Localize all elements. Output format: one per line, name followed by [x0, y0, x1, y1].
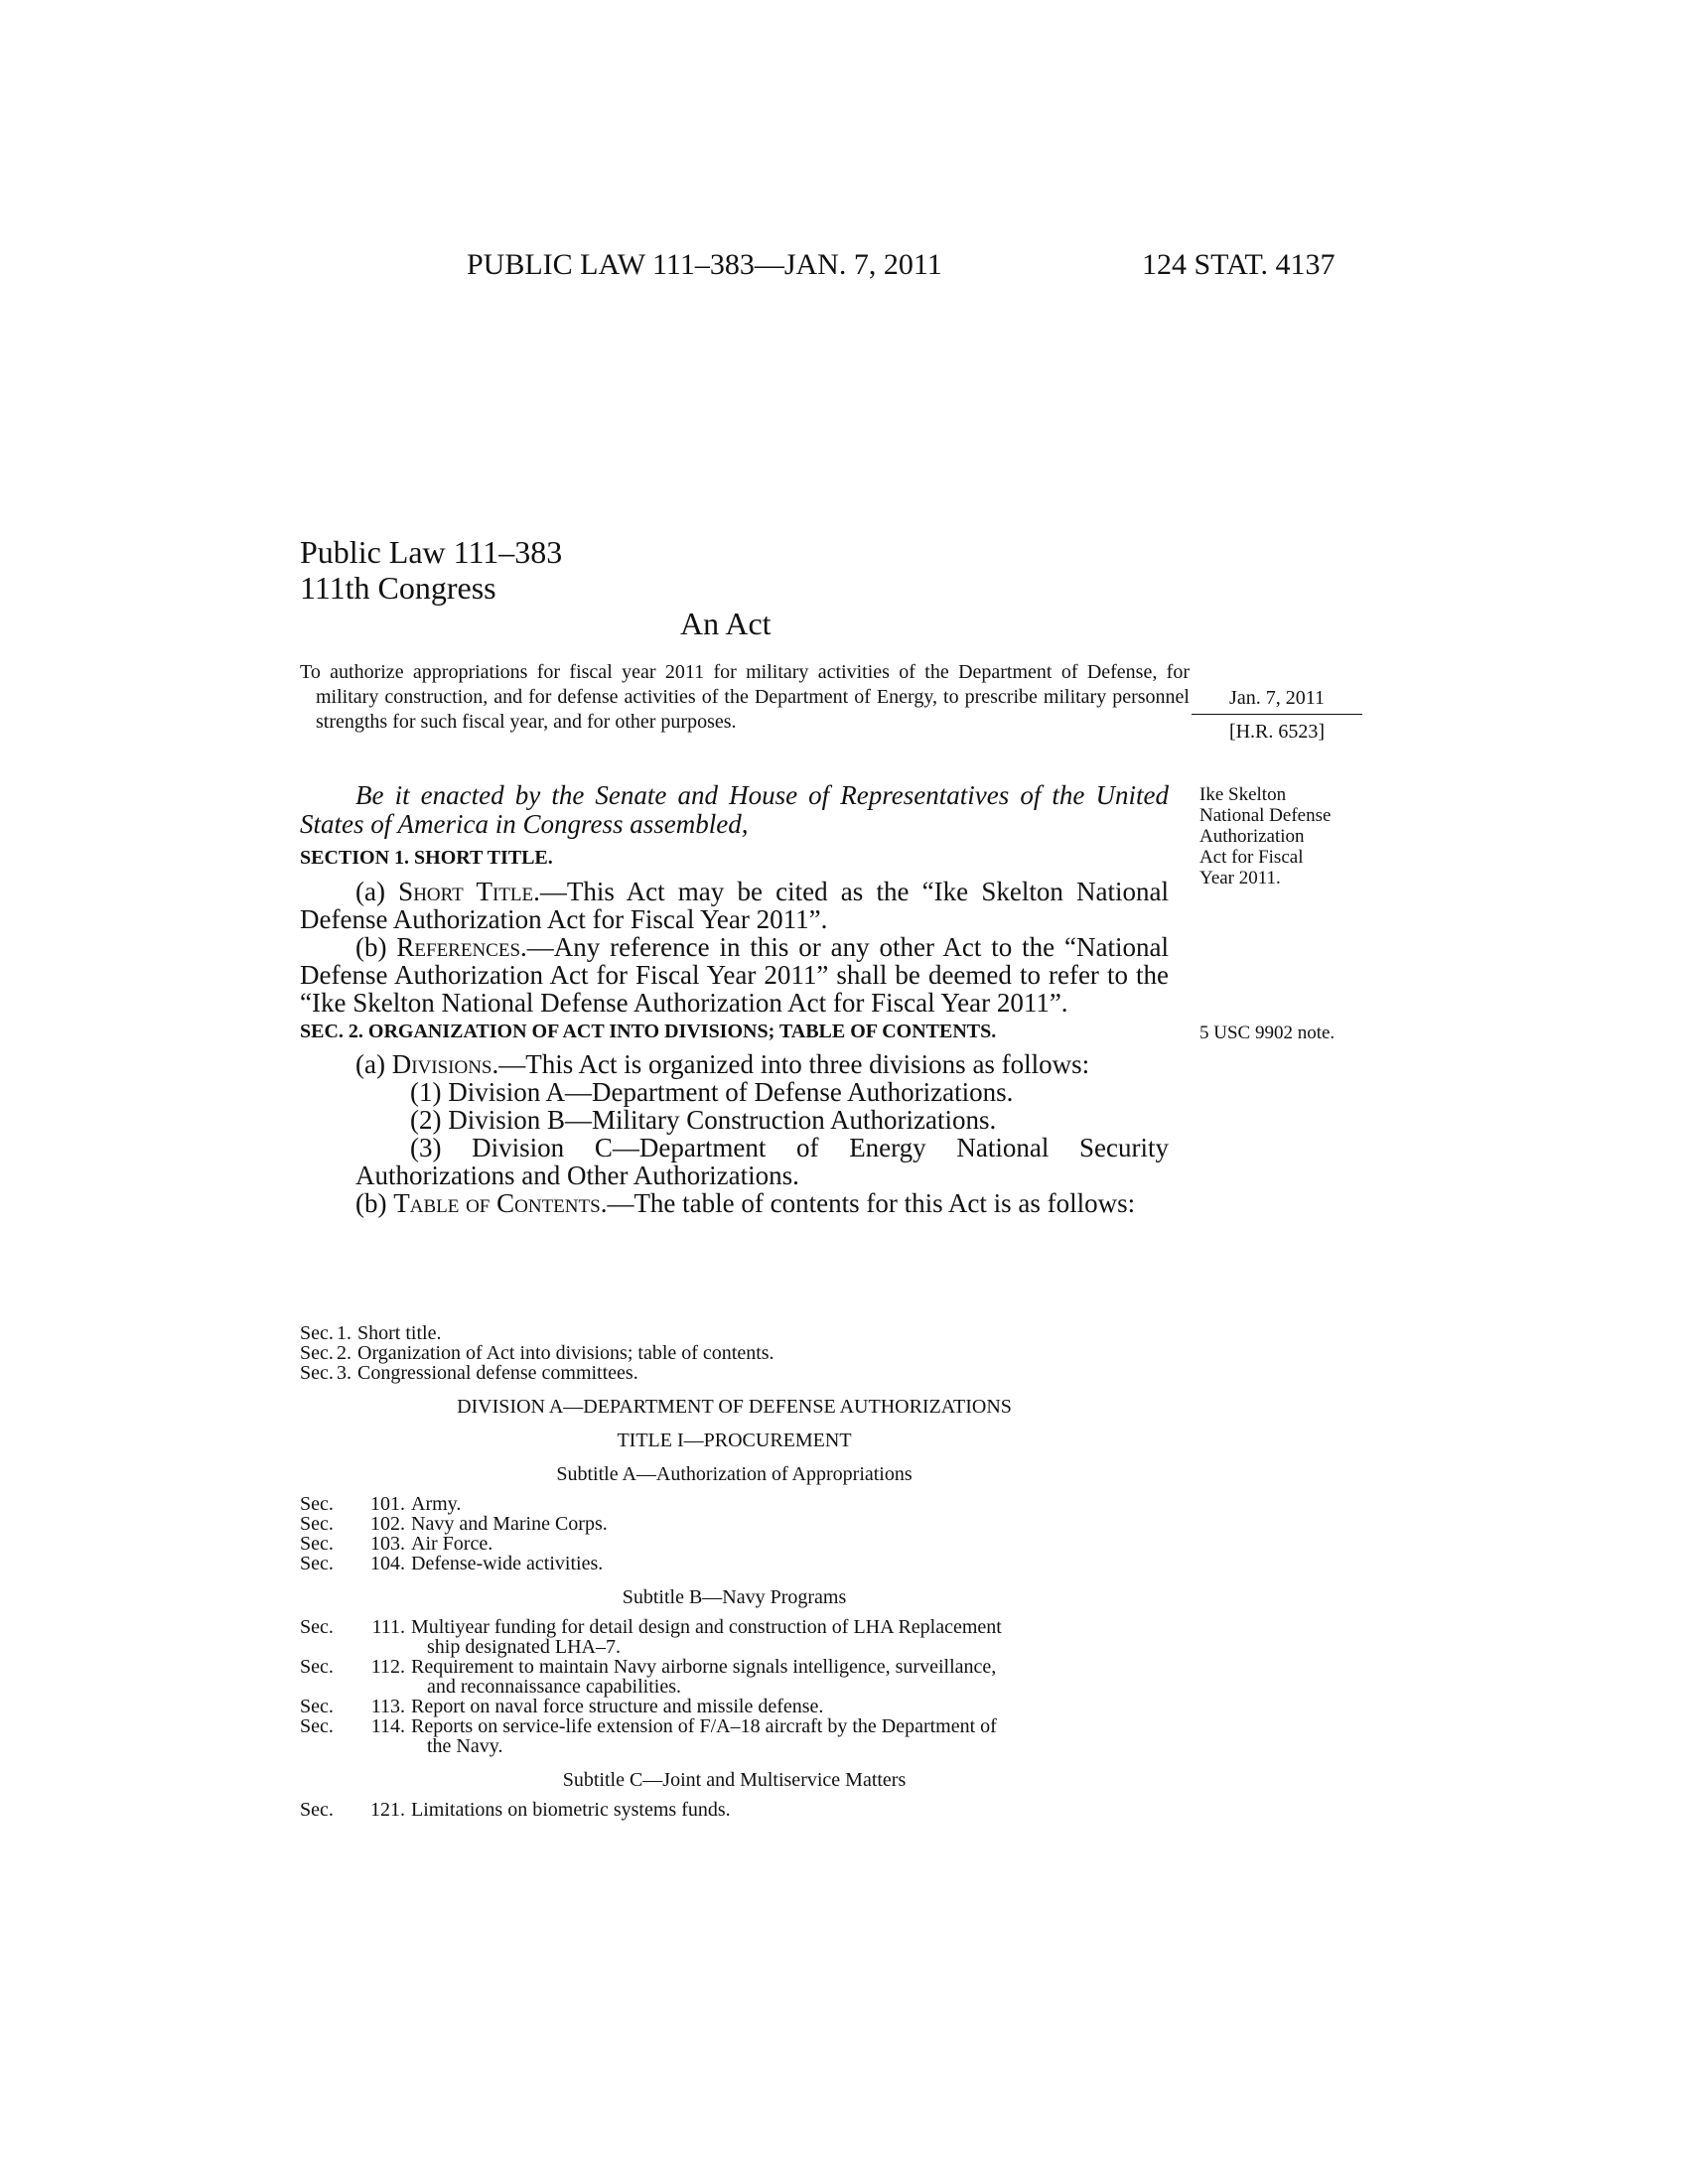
toc-entry: Sec. 1. Short title.	[300, 1322, 442, 1344]
toc-subtitle-heading: Subtitle C—Joint and Multiservice Matters	[562, 1769, 907, 1791]
toc-subtitle-heading: Subtitle B—Navy Programs	[622, 1586, 847, 1608]
toc-entry: Sec. 101. Army.	[300, 1493, 462, 1515]
enacting-clause: Be it enacted by the Senate and House of Representatives of the United States of America in Congress assembled,	[300, 780, 1169, 839]
section-1-heading: SECTION 1. SHORT TITLE.	[300, 847, 553, 869]
table-of-contents	[300, 1323, 1169, 1820]
toc-entry: Sec. 102. Navy and Marine Corps.	[300, 1513, 608, 1535]
section-1-a: (a) Short Title.—This Act may be cited as the “Ike Skelton National Defense Authorization Act for Fiscal Year 2011”.	[300, 877, 1169, 934]
section-2-a: (a) Divisions.—This Act is organized into three divisions as follows:	[355, 1049, 1090, 1079]
toc-subtitle-heading: Subtitle A—Authorization of Appropriations	[556, 1463, 913, 1485]
congress-number: 111th Congress	[300, 570, 496, 606]
toc-title-heading: TITLE I—PROCUREMENT	[617, 1430, 852, 1451]
toc-entry: Sec. 114. Reports on service-life extension of F/A–18 aircraft by the Department of the Navy.	[300, 1715, 997, 1757]
margin-note-short-title: Ike Skelton National Defense Authorization Act for Fiscal Year 2011.	[1199, 784, 1332, 888]
toc-entry: Sec. 2. Organization of Act into divisions; table of contents.	[300, 1342, 774, 1364]
division-b-item: (2) Division B—Military Construction Authorizations.	[410, 1105, 997, 1135]
division-c-item: (3) Division C—Department of Energy National Security Authorizations and Other Authorizations.	[355, 1133, 1169, 1190]
toc-entry: Sec. 111. Multiyear funding for detail design and construction of LHA Replacement ship designated LHA–7.	[300, 1616, 1002, 1658]
toc-entry: Sec. 104. Defense-wide activities.	[300, 1553, 604, 1574]
toc-entry: Sec. 113. Report on naval force structure and missile defense.	[300, 1696, 824, 1717]
enactment-date: Jan. 7, 2011	[1192, 687, 1362, 715]
division-a-item: (1) Division A—Department of Defense Authorizations.	[410, 1077, 1014, 1107]
margin-note-usc: 5 USC 9902 note.	[1199, 1023, 1336, 1043]
section-1-b: (b) References.—Any reference in this or any other Act to the “National Defense Authorization Act for Fiscal Year 2011” shall be deemed to refer to the “Ike Skelton National Defense Authorization Act for Fiscal Year 2011”.	[300, 932, 1170, 1018]
law-number: Public Law 111–383	[300, 534, 563, 570]
section-2-heading: SEC. 2. ORGANIZATION OF ACT INTO DIVISIONS; TABLE OF CONTENTS.	[300, 1021, 997, 1042]
running-header-page: 124 STAT. 4137	[1142, 248, 1336, 281]
purpose-clause: To authorize appropriations for fiscal year 2011 for military activities of the Department of Defense, for military construction, and for defense activities of the Department of Energy, to prescribe military personnel strengths for such fiscal year, and for other purposes.	[300, 661, 1190, 733]
section-2-b: (b) Table of Contents.—The table of contents for this Act is as follows:	[355, 1188, 1136, 1218]
toc-entry: Sec. 3. Congressional defense committees.	[300, 1362, 638, 1384]
bill-number: [H.R. 6523]	[1228, 721, 1326, 743]
section-2-body	[300, 1050, 1169, 1217]
law-designation	[300, 534, 562, 606]
toc-entry: Sec. 121. Limitations on biometric systems funds.	[300, 1799, 731, 1821]
running-header-citation: PUBLIC LAW 111–383—JAN. 7, 2011	[467, 248, 942, 281]
toc-division-heading: DIVISION A—DEPARTMENT OF DEFENSE AUTHORIZATIONS	[457, 1396, 1012, 1418]
enactment-date-block	[1192, 687, 1362, 744]
section-1-body	[300, 878, 1169, 1017]
act-label: An Act	[680, 606, 772, 641]
toc-entry: Sec. 103. Air Force.	[300, 1533, 493, 1555]
toc-entry: Sec. 112. Requirement to maintain Navy airborne signals intelligence, surveillance, and reconnaissance capabilities.	[300, 1656, 997, 1698]
